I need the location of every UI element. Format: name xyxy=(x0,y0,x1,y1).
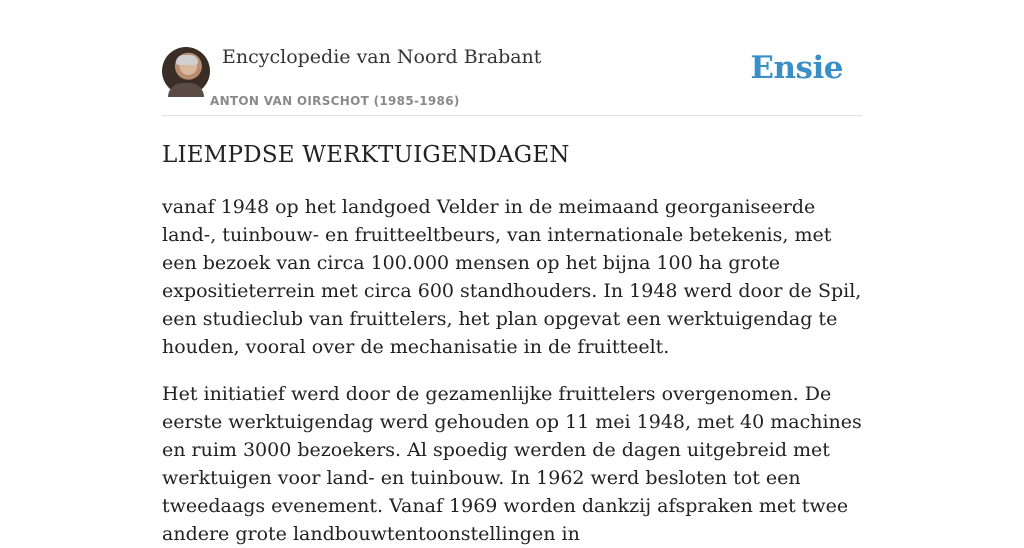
site-title[interactable]: Encyclopedie van Noord Brabant xyxy=(222,46,542,68)
article-paragraph-1: vanaf 1948 op het landgoed Velder in de meimaand georganiseerde land-, tuinbouw- en fruitteeltbeurs, van internationale betekenis, met een bezoek van circa 100.000 mensen op het bijna 100 ha grote expositieterrein met circa 600 standhouders. In 1948 werd door de Spil, een studieclub van fruittelers, het plan opgevat een werktuigendag te houden, vooral over de mechanisatie in de fruitteelt. xyxy=(162,196,862,358)
article-page xyxy=(162,0,862,545)
article-header xyxy=(162,0,862,116)
avatar-hair xyxy=(176,55,198,65)
author-name[interactable]: ANTON VAN OIRSCHOT (1985-1986) xyxy=(210,94,460,108)
article-paragraph-2: Het initiatief werd door de gezamenlijke fruittelers overgenomen. De eerste werktuigendag werd gehouden op 11 mei 1948, met 40 machines en ruim 3000 bezoekers. Al spoedig werden de dagen uitgebreid met werktuigen voor land- en tuinbouw. In 1962 werd besloten tot een tweedaags evenement. Vanaf 1969 worden dankzij afspraken met twee andere grote landbouwtentoonstellingen in xyxy=(162,383,862,545)
author-avatar[interactable] xyxy=(162,47,210,95)
avatar-shirt xyxy=(168,83,204,97)
article-title: LIEMPDSE WERKTUIGENDAGEN xyxy=(162,142,570,168)
ensie-logo[interactable]: Ensie xyxy=(750,50,843,86)
